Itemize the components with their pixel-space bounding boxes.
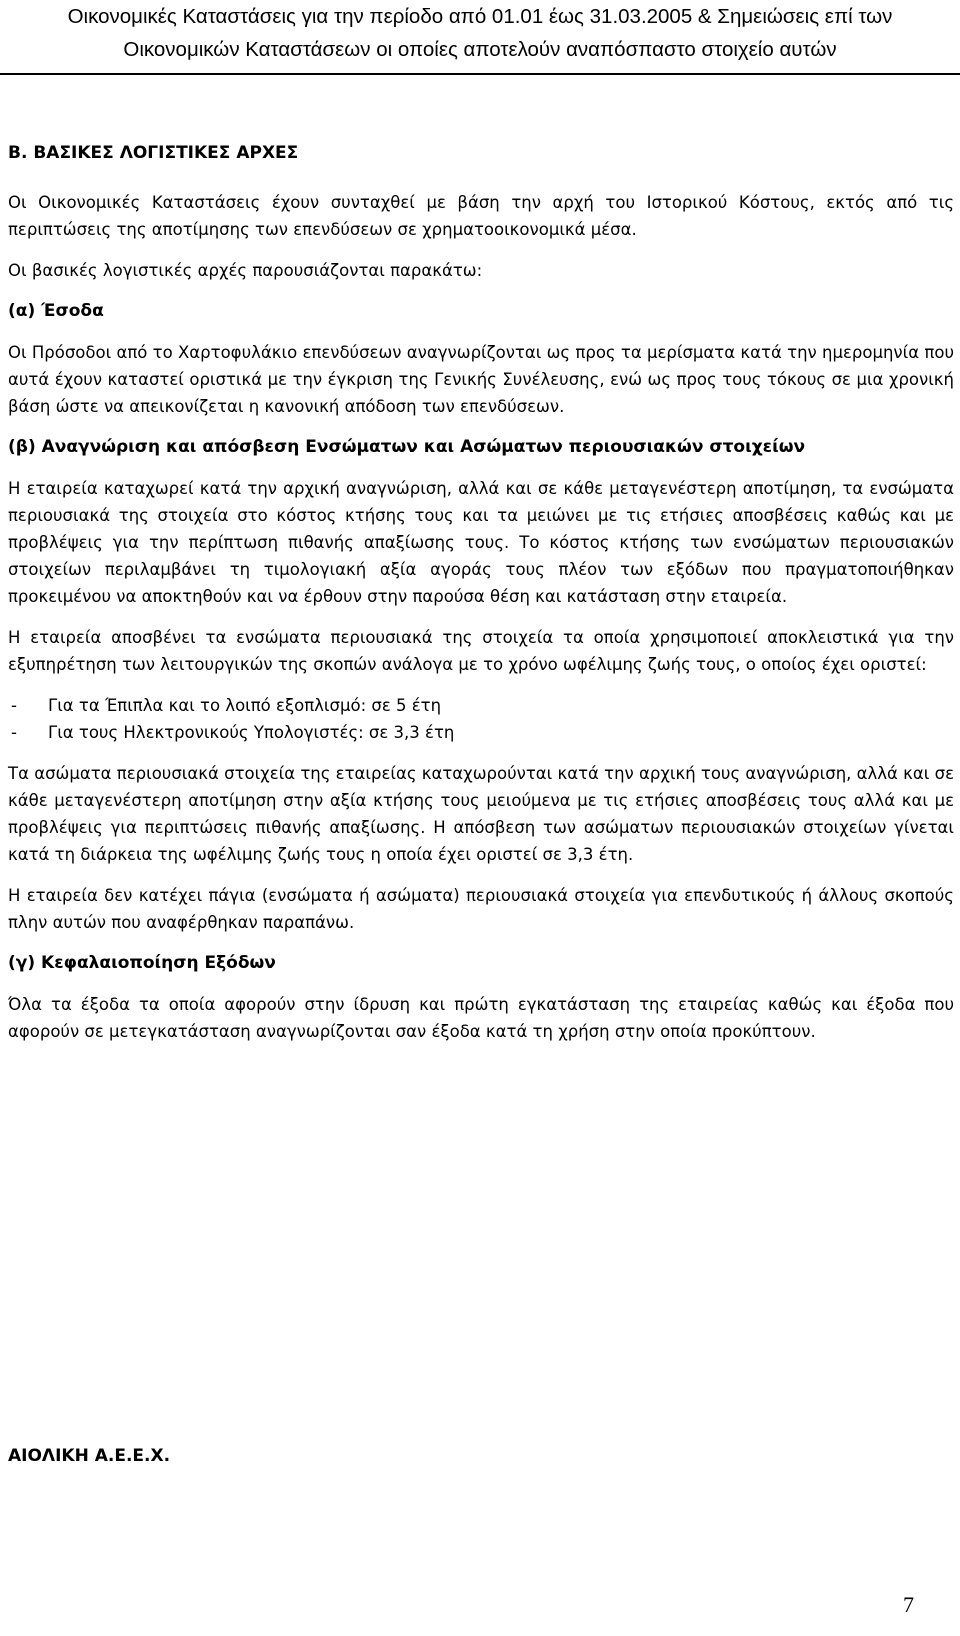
section-title: Β. ΒΑΣΙΚΕΣ ΛΟΓΙΣΤΙΚΕΣ ΑΡΧΕΣ <box>8 143 299 163</box>
spacer <box>8 678 954 692</box>
list-item <box>8 719 954 746</box>
principles-intro: Οι βασικές λογιστικές αρχές παρουσιάζονται παρακάτω: <box>8 261 483 280</box>
page-number: 7 <box>903 1592 914 1617</box>
list-item <box>8 692 954 719</box>
spacer <box>8 610 954 624</box>
spacer <box>8 936 954 950</box>
company-name: ΑΙΟΛΙΚΗ Α.Ε.Ε.Χ. <box>8 1446 171 1466</box>
spacer <box>8 167 954 189</box>
subsection-b-paragraph-3: Τα ασώματα περιουσιακά στοιχεία της εταιρείας καταχωρούνται κατά την αρχική τους αναγνώριση, αλλά και σε κάθε μεταγενέστερη αποτίμηση στην αξία κτήσης τους μειούμενα με τις ετήσιες αποσβέσεις τους αλλά και με προβλέψεις για περιπτώσεις πιθανής απαξίωσης. Η απόσβεση των ασώματων περιουσιακών στοιχείων γίνεται κατά τη διάρκεια της ωφέλιμης ζωής τους η οποία έχει οριστεί σε 3,3 έτη. <box>8 764 954 864</box>
subsection-c-title: (γ) Κεφαλαιοποίηση Εξόδων <box>8 953 276 973</box>
spacer <box>8 420 954 434</box>
subsection-b-paragraph-2: Η εταιρεία αποσβένει τα ενσώματα περιουσιακά της στοιχεία τα οποία χρησιμοποιεί αποκλειστικά για την εξυπηρέτηση των λειτουργικών της σκοπών ανάλογα με το χρόνο ωφέλιμης ζωής τους, ο οποίος έχει οριστεί: <box>8 628 954 674</box>
subsection-b-paragraph-1: Η εταιρεία καταχωρεί κατά την αρχική αναγνώριση, αλλά και σε κάθε μεταγενέστερη αποτίμηση, τα ενσώματα περιουσιακά της στοιχεία στο κόστος κτήσης τους και τα μειώνει με τις ετήσιες αποσβέσεις καθώς και με προβλέψεις για την περίπτωση πιθανής απαξίωσης τους. Το κόστος κτήσης των ενσώματων περιουσιακών στοιχείων περιλαμβάνει τη τιμολογιακή αξία αγοράς τους πλέον των εξόδων που πραγματοποιήθηκαν προκειμένου να αποκτηθούν και να έρθουν στην παρούσα θέση και κατάσταση στην εταιρεία. <box>8 479 954 606</box>
subsection-a-paragraph: Οι Πρόσοδοι από το Χαρτοφυλάκιο επενδύσεων αναγνωρίζονται ως προς τα μερίσματα κατά την ημερομηνία που αυτά έχουν καταστεί οριστικά με την έγκριση της Γενικής Συνέλευσης, ενώ ως προς τους τόκους σε μια χρονική βάση ώστε να απεικονίζεται η κανονική απόδοση των επενδύσεων. <box>8 343 954 416</box>
spacer <box>8 746 954 760</box>
spacer <box>8 325 954 339</box>
header-divider <box>0 73 960 75</box>
subsection-b-paragraph-4: Η εταιρεία δεν κατέχει πάγια (ενσώματα ή ασώματα) περιουσιακά στοιχεία για επενδυτικούς ή άλλους σκοπούς πλην αυτών που αναφέρθηκαν παραπάνω. <box>8 886 954 932</box>
spacer <box>8 284 954 298</box>
spacer <box>8 977 954 991</box>
spacer <box>8 243 954 257</box>
document-body <box>8 140 954 1045</box>
list-item-text: Για τους Ηλεκτρονικούς Υπολογιστές: σε 3,3 έτη <box>48 723 455 742</box>
header-line-1: Οικονομικές Καταστάσεις για την περίοδο από 01.01 έως 31.03.2005 & Σημειώσεις επί των <box>67 5 893 28</box>
list-bullet: - <box>11 696 17 715</box>
spacer <box>8 868 954 882</box>
spacer <box>8 461 954 475</box>
section-intro-paragraph: Οι Οικονομικές Καταστάσεις έχουν συνταχθεί με βάση την αρχή του Ιστορικού Κόστους, εκτός από τις περιπτώσεις της αποτίμησης των επενδύσεων σε χρηματοοικονομικά μέσα. <box>8 193 954 239</box>
subsection-c-paragraph: Όλα τα έξοδα τα οποία αφορούν στην ίδρυση και πρώτη εγκατάσταση της εταιρείας καθώς και έξοδα που αφορούν σε μετεγκατάσταση αναγνωρίζονται σαν έξοδα κατά τη χρήση στην οποία προκύπτουν. <box>8 995 954 1041</box>
list-bullet: - <box>11 723 17 742</box>
depreciation-list <box>8 692 954 746</box>
subsection-b-title: (β) Αναγνώριση και απόσβεση Ενσώματων και Ασώματων περιουσιακών στοιχείων <box>8 437 806 457</box>
page-header <box>0 0 960 66</box>
list-item-text: Για τα Έπιπλα και το λοιπό εξοπλισμό: σε 5 έτη <box>48 696 442 715</box>
subsection-a-title: (α) Έσοδα <box>8 301 104 321</box>
header-line-2: Οικονομικών Καταστάσεων οι οποίες αποτελούν αναπόσπαστο στοιχείο αυτών <box>123 38 837 61</box>
